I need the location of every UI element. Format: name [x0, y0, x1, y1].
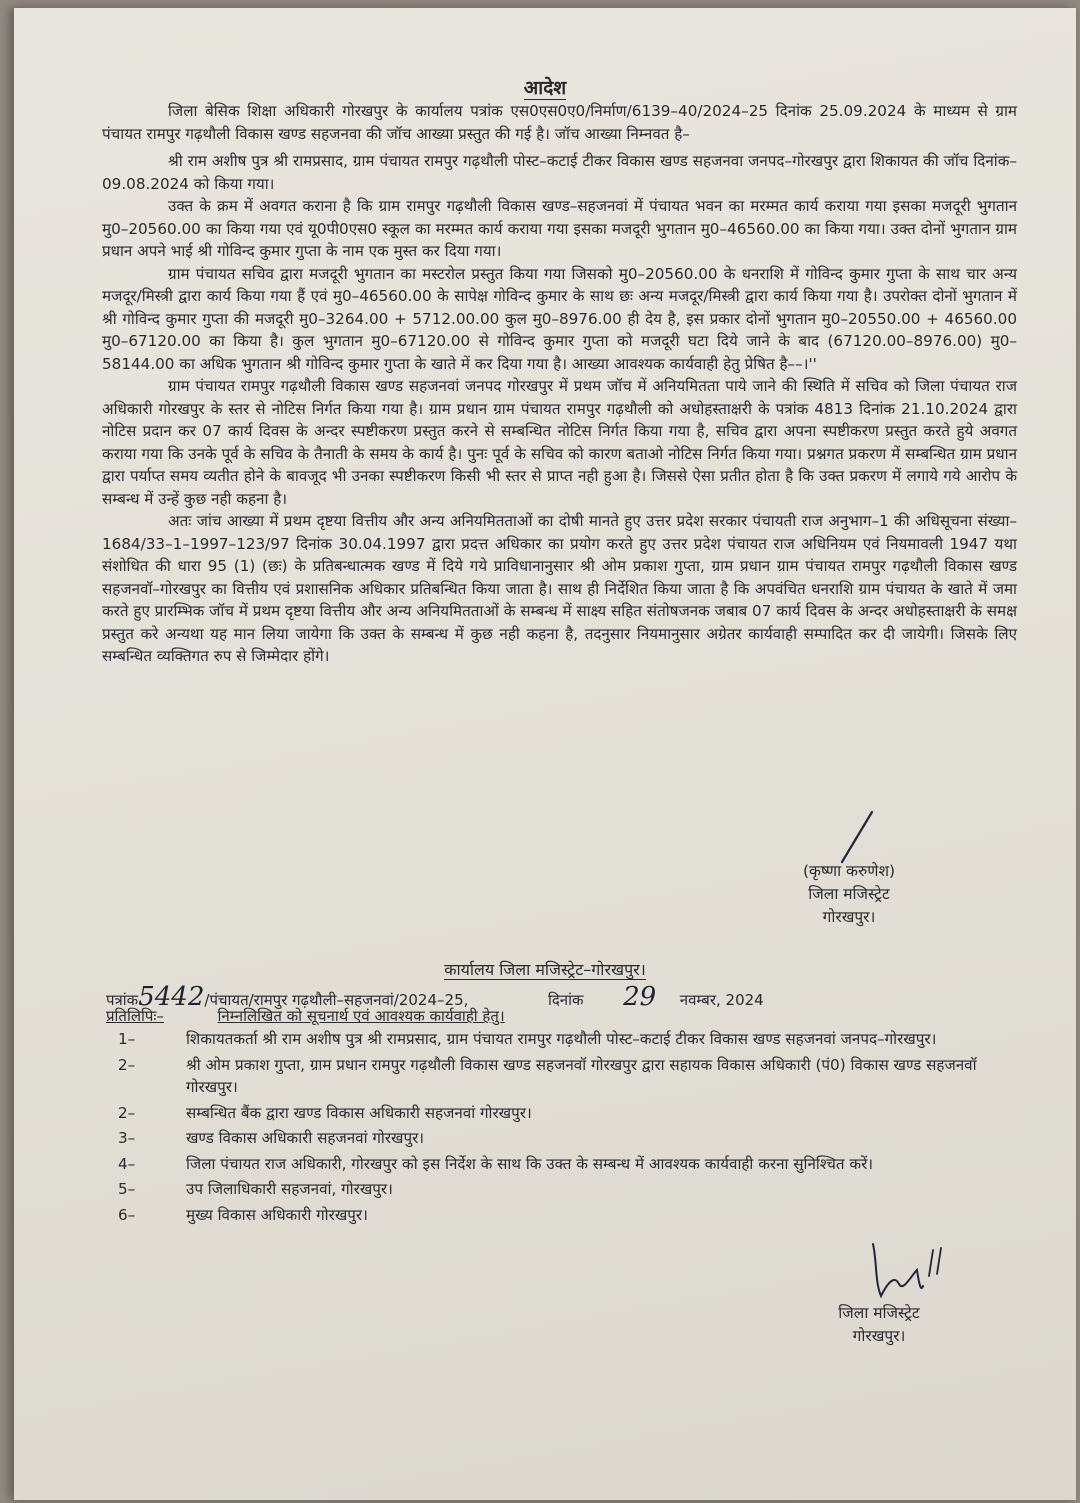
ref-suffix: /पंचायत/रामपुर गढ़थौली–सहजनवां/2024–25,: [204, 991, 469, 1009]
paragraph-notice: ग्राम पंचायत रामपुर गढ़थौली विकास खण्ड सहजनवां जनपद गोरखपुर में प्रथम जॉच में अनियमितता पाये जाने की स्थिति में सचिव को जिला पंचायत राज अधिकारी गोरखपुर के स्तर से नोटिस निर्गत किया गया है। ग्राम प्रधान ग्राम पंचायत रामपुर गढ़थौली को अधोहस्ताक्षरी के पत्रांक 4813 दिनांक 21.10.2024 द्वारा नोटिस प्रदान कर 07 कार्य दिवस के अन्दर स्पष्टीकरण प्रस्तुत करने से सम्बन्धित नोटिस निर्गत किया गया है, सचिव द्वारा अपना स्पष्टीकरण प्रस्तुत करते हुये अवगत कराया गया कि उनके पूर्व के सचिव के तैनाती के समय के कार्य है। पुनः पूर्व के सचिव को कारण बताओ नोटिस निर्गत किया गया। प्रश्नगत प्रकरण में सम्बन्धित ग्राम प्रधान द्वारा पर्याप्त समय व्यतीत होने के बावजूद भी उनका स्पष्टीकरण किसी भी स्तर से प्राप्त नही हुआ है। जिससे ऐसा प्रतीत होता है कि उक्त प्रकरण में लगाये गये आरोप के सम्बन्ध में उन्हें कुछ नही कहना है।: [102, 377, 1017, 508]
copy-label: प्रतिलिपिः–: [106, 1007, 164, 1025]
copy-line: [106, 1006, 505, 1026]
list-item: 4– जिला पंचायत राज अधिकारी, गोरखपुर को इस निर्देश के साथ कि उक्त के सम्बन्ध में आवश्यक कार्यवाही करना सुनिश्चित करें।: [118, 1154, 874, 1173]
list-item: 1– शिकायतकर्ता श्री राम अशीष पुत्र श्री रामप्रसाद, ग्राम पंचायत रामपुर गढ़थौली पोस्ट–कटाई टीकर विकास खण्ड सहजनवां जनपद–गोरखपुर।: [118, 1030, 937, 1048]
date-rest: नवम्बर, 2024: [679, 991, 764, 1009]
list-item: 5– उप जिलाधिकारी सहजनवां, गोरखपुर।: [118, 1180, 393, 1198]
paragraph-intro: जिला बेसिक शिक्षा अधिकारी गोरखपुर के कार्यालय पत्रांक एस0एस0ए0/निर्माण/6139–40/2024–25 दिनांक 25.09.2024 के माध्यम से ग्राम पंचायत रामपुर गढ़थौली विकास खण्ड सहजनवा की जॉच आख्या प्रस्तुत की गई है। जॉच आख्या निम्नवत है–: [102, 102, 1017, 143]
ref-prefix: पत्रांक: [106, 991, 139, 1009]
paragraph-repair-payments: उक्त के क्रम में अवगत कराना है कि ग्राम रामपुर गढ़थौली विकास खण्ड–सहजनवां में पंचायत भवन का मरम्मत कार्य कराया गया इसका मजदूरी भुगतान मु0–20560.00 का किया गया एवं यू0पी0एस0 स्कूल का मरम्मत कार्य कराया गया इसका मजदूरी भुगतान मु0–46560.00 का किया गया। उक्त दोनों भुगतान ग्राम प्रधान अपने भाई श्री गोविन्द कुमार गुप्ता के नाम एक मुस्त कर दिया गया।: [102, 197, 1017, 260]
date-label: दिनांक: [547, 991, 584, 1009]
ref-number-handwritten: 5442: [138, 982, 205, 1012]
signature-scribble-2: [859, 1236, 959, 1306]
copy-text: निम्नलिखित को सूचनार्थ एवं आवश्यक कार्यवाही हेतु।: [217, 1007, 505, 1025]
list-item: 6– मुख्य विकास अधिकारी गोरखपुर।: [118, 1205, 368, 1224]
signatory-designation-2: जिला मजिस्ट्रेट: [838, 1304, 920, 1322]
signatory-place: गोरखपुर।: [822, 908, 876, 926]
order-body: [102, 100, 1017, 668]
document-page: [14, 8, 1076, 1500]
paragraph-order: अतः जांच आख्या में प्रथम दृष्टया वित्तीय और अन्य अनियमितताओं का दोषी मानते हुए उत्तर प्रदेश सरकार पंचायती राज अनुभाग–1 की अधिसूचना संख्या–1684/33–1–1997–123/97 दिनांक 30.04.1997 द्वारा प्रदत्त अधिकार का प्रयोग करते हुए उत्तर प्रदेश पंचायत राज अधिनियम एवं नियमावली 1947 यथा संशोधित की धारा 95 (1) (छः) के प्रतिबन्धात्मक खण्ड में दिये गये प्राविधानानुसार श्री ओम प्रकाश गुप्ता, ग्राम प्रधान ग्राम पंचायत रामपुर गढ़थौली विकास खण्ड सहजनवॉ–गोरखपुर का वित्तीय एवं प्रशासनिक अधिकार प्रतिबन्धित किया जाता है। साथ ही निर्देशित किया जाता है कि अपवंचित धनराशि ग्राम पंचायत के खाते में जमा करते हुए प्रारम्भिक जॉच में प्रथम दृष्टया वित्तीय और अन्य अनियमितताओं के सम्बन्ध में साक्ष्य सहित संतोषजनक जबाब 07 कार्य दिवस के अन्दर अधोहस्ताक्षरी के समक्ष प्रस्तुत करे अन्यथा यह मान लिया जायेगा कि उक्त के सम्बन्ध में कुछ नही कहना है, तदनुसार नियमानुसार अग्रेतर कार्यवाही सम्पादित कर दी जायेगी। जिसके लिए सम्बन्धित व्यक्तिगत रुप से जिम्मेदार होंगे।: [102, 512, 1017, 665]
paragraph-complaint: श्री राम अशीष पुत्र श्री रामप्रसाद, ग्राम पंचायत रामपुर गढ़थौली पोस्ट–कटाई टीकर विकास खण्ड सहजनवा जनपद–गोरखपुर द्वारा शिकायत की जॉच दिनांक–09.08.2024 को किया गया।: [102, 152, 1017, 193]
recipient-list: [104, 1028, 1024, 1229]
list-item: 2– सम्बन्धित बैंक द्वारा खण्ड विकास अधिकारी सहजनवां गोरखपुर।: [118, 1103, 532, 1122]
office-heading: कार्यालय जिला मजिस्ट्रेट–गोरखपुर।: [444, 960, 646, 979]
list-item: 3– खण्ड विकास अधिकारी सहजनवां गोरखपुर।: [118, 1129, 425, 1147]
order-title: आदेश: [523, 77, 567, 99]
signatory-name: (कृष्णा करुणेश): [802, 862, 896, 880]
list-item: 2– श्री ओम प्रकाश गुप्ता, ग्राम प्रधान रामपुर गढ़थौली विकास खण्ड सहजनवॉ गोरखपुर द्वारा सहायक विकास अधिकारी (पं0) विकास खण्ड सहजनवॉ गोरखपुर।: [118, 1055, 977, 1096]
signatory-designation: जिला मजिस्ट्रेट: [808, 885, 890, 903]
signature-stroke-1: [836, 808, 876, 868]
signature-block-2: [794, 1302, 964, 1348]
signature-block-1: [749, 860, 949, 929]
date-day-handwritten: 29: [623, 982, 657, 1012]
paragraph-muster-roll: ग्राम पंचायत सचिव द्वारा मजदूरी भुगतान का मस्टरोल प्रस्तुत किया गया जिसको मु0–20560.00 के धनराशि में गोविन्द कुमार गुप्ता के साथ चार अन्य मजदूर/मिस्त्री द्वारा कार्य किया गया हैं एवं मु0–46560.00 के सापेक्ष गोविन्द कुमार के साथ छः अन्य मजदूर/मिस्त्री द्वारा कार्य किया गया है। उपरोक्त दोनों भुगतान में श्री गोविन्द कुमार गुप्ता की मजदूरी मु0–3264.00 + 5712.00.00 कुल मु0–8976.00 ही देय है, इस प्रकार दोनों भुगतान मु0–20550.00 + 46560.00 मु0–67120.00 का किया है। कुल भुगतान मु0–67120.00 से गोविन्द कुमार गुप्ता को मजदूरी घटा दिये जाने के बाद (67120.00–8976.00) मु0–58144.00 का अधिक भुगतान श्री गोविन्द कुमार गुप्ता के खाते में कर दिया गया है। आख्या आवश्यक कार्यवाही हेतु प्रेषित है––।'': [102, 264, 1017, 373]
signatory-place-2: गोरखपुर।: [852, 1327, 906, 1345]
